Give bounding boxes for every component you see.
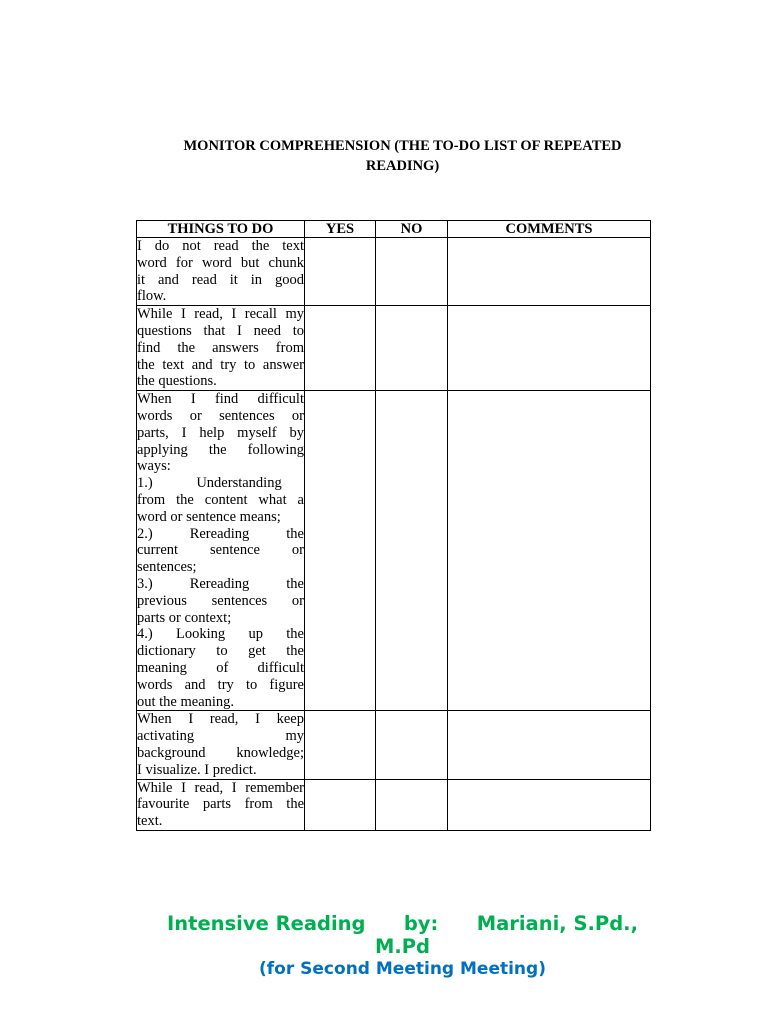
header-things-to-do: THINGS TO DO	[137, 221, 305, 238]
item-line: activating my	[137, 728, 304, 745]
no-cell[interactable]	[376, 711, 448, 779]
table-row	[137, 306, 651, 391]
item-line: When I find difficult	[137, 391, 304, 408]
item-line: 2.) Rereading the	[137, 525, 304, 542]
item-line: out the meaning.	[137, 693, 235, 710]
table-row	[137, 711, 651, 779]
footer-credit-line1	[150, 912, 655, 935]
item-line: dictionary to get the	[137, 643, 304, 660]
item-line: words and try to figure	[137, 676, 304, 693]
item-line: favourite parts from the	[137, 796, 304, 813]
comments-cell[interactable]	[448, 711, 651, 779]
no-cell[interactable]	[376, 238, 448, 306]
item-line: find the answers from	[137, 339, 304, 356]
item-line: parts, I help myself by	[137, 424, 304, 441]
item-line: While I read, I remember	[137, 779, 304, 796]
item-line: parts or context;	[137, 609, 232, 626]
item-line: When I read, I keep	[137, 711, 304, 728]
footer-degree: M.Pd	[374, 935, 431, 958]
item-line: it and read it in good	[137, 271, 304, 288]
item-line: word for word but chunk	[137, 254, 304, 271]
item-line: words or sentences or	[137, 407, 304, 424]
document-title-line1: MONITOR COMPREHENSION (THE TO-DO LIST OF REPEATED	[183, 138, 622, 154]
item-line: 3.) Rereading the	[137, 575, 304, 592]
item-cell	[137, 711, 305, 779]
checklist-table	[136, 220, 651, 831]
item-line: sentences;	[137, 559, 197, 576]
header-comments: COMMENTS	[448, 221, 651, 238]
item-line: applying the following	[137, 441, 304, 458]
table-row	[137, 238, 651, 306]
no-cell[interactable]	[376, 306, 448, 391]
table-row	[137, 391, 651, 711]
table-row	[137, 779, 651, 830]
footer-subtitle: (for Second Meeting Meeting)	[259, 959, 546, 979]
no-cell[interactable]	[376, 779, 448, 830]
item-line: word or sentence means;	[137, 508, 281, 525]
item-line: current sentence or	[137, 542, 304, 559]
comments-cell[interactable]	[448, 779, 651, 830]
item-line: I do not read the text	[137, 238, 304, 254]
comments-cell[interactable]	[448, 391, 651, 711]
item-cell	[137, 238, 305, 306]
item-line: previous sentences or	[137, 592, 304, 609]
item-line: I visualize. I predict.	[137, 761, 257, 778]
comments-cell[interactable]	[448, 306, 651, 391]
item-line: background knowledge;	[137, 744, 304, 761]
yes-cell[interactable]	[305, 306, 376, 391]
yes-cell[interactable]	[305, 238, 376, 306]
item-line: text.	[137, 813, 163, 830]
item-line: the text and try to answer	[137, 356, 304, 373]
document-title	[150, 136, 655, 176]
no-cell[interactable]	[376, 391, 448, 711]
footer-credit	[150, 912, 655, 958]
table-header-row	[137, 221, 651, 238]
item-line: flow.	[137, 288, 167, 305]
footer-by: by:	[403, 912, 439, 935]
item-line: the questions.	[137, 373, 217, 390]
comments-cell[interactable]	[448, 238, 651, 306]
item-line: ways:	[137, 458, 171, 475]
item-cell	[137, 306, 305, 391]
yes-cell[interactable]	[305, 711, 376, 779]
item-line: 1.) Understanding	[137, 475, 282, 492]
item-cell	[137, 779, 305, 830]
item-line: meaning of difficult	[137, 659, 304, 676]
footer-course: Intensive Reading	[167, 912, 366, 935]
item-line: from the content what a	[137, 491, 304, 508]
item-line: 4.) Looking up the	[137, 626, 304, 643]
item-line: questions that I need to	[137, 322, 304, 339]
yes-cell[interactable]	[305, 391, 376, 711]
item-line: While I read, I recall my	[137, 306, 304, 323]
footer-author: Mariani, S.Pd.,	[476, 912, 638, 935]
yes-cell[interactable]	[305, 779, 376, 830]
header-no: NO	[376, 221, 448, 238]
document-title-line2: READING)	[365, 158, 440, 174]
item-cell	[137, 391, 305, 711]
header-yes: YES	[305, 221, 376, 238]
